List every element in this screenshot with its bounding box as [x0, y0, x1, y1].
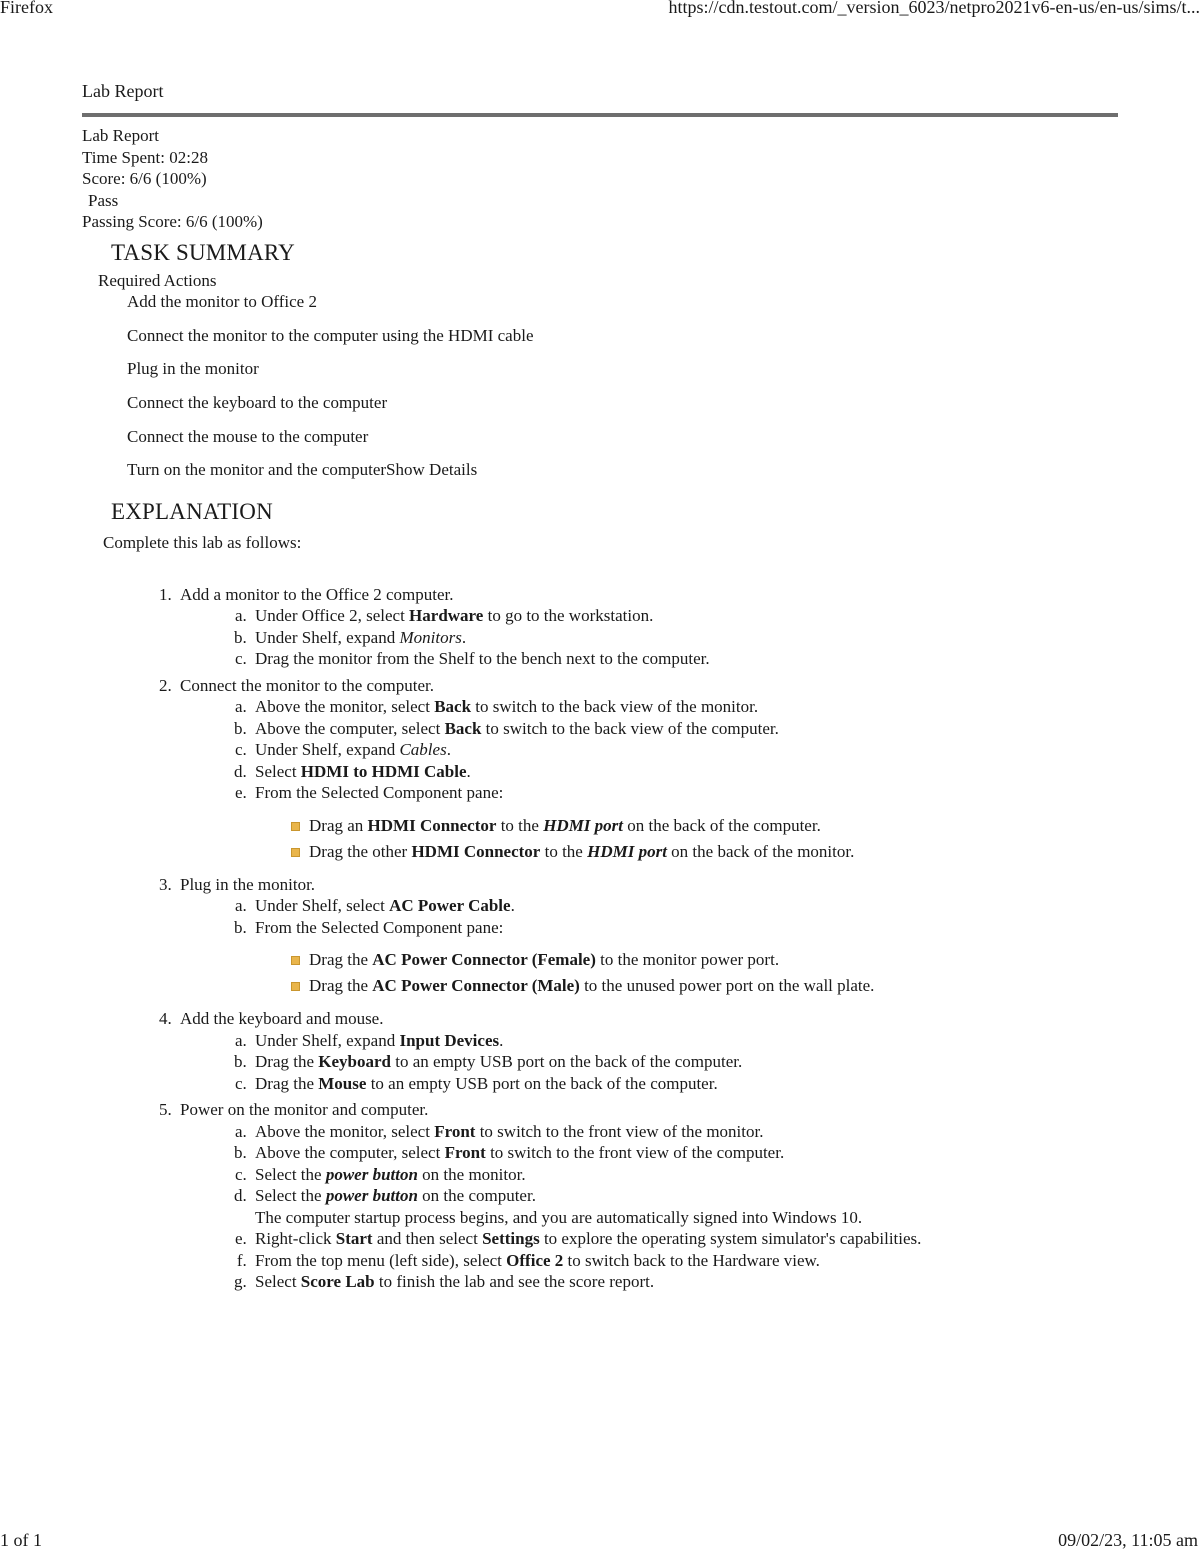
sub-step-item	[251, 1228, 1122, 1250]
italic-term: Monitors	[399, 627, 462, 647]
sub-step-list	[180, 696, 1122, 865]
text-run: Above the monitor, select	[255, 1121, 435, 1141]
text-run: to the monitor power port.	[595, 950, 780, 970]
text-run: to switch to the back view of the monitor.	[471, 697, 759, 717]
italic-term: Cables	[399, 740, 447, 760]
page-title: Lab Report	[82, 81, 164, 101]
bold-term: Mouse	[318, 1073, 367, 1093]
text-run: Drag the monitor from the Shelf to the bench next to the computer.	[255, 649, 710, 669]
step-item	[176, 584, 1122, 670]
text-run: to the	[496, 815, 544, 835]
bold-term: Settings	[482, 1229, 540, 1249]
text-run: .	[510, 896, 515, 916]
text-run: to an empty USB port on the back of the computer.	[366, 1073, 718, 1093]
text-run: Drag an	[309, 815, 368, 835]
text-run: From the top menu (left side), select	[255, 1250, 507, 1270]
bold-italic-term: power button	[325, 1164, 418, 1184]
bold-term: Back	[434, 697, 472, 717]
sub-step-list	[180, 895, 1122, 999]
sub-step-item	[251, 627, 1122, 649]
text-run: on the computer.	[417, 1186, 536, 1206]
text-run: Under Shelf, expand	[255, 1030, 400, 1050]
text-run: Select the	[255, 1164, 326, 1184]
sub-step-item	[251, 895, 1122, 917]
text-run: Drag the	[255, 1052, 319, 1072]
bold-term: Score Lab	[300, 1272, 375, 1292]
step-text: Add a monitor to the Office 2 computer.	[180, 584, 454, 604]
text-run: to the	[540, 841, 588, 861]
required-action-item: Plug in the monitor	[127, 359, 259, 379]
sub-step-list	[180, 1121, 1122, 1293]
sub-step-item	[251, 1250, 1122, 1272]
text-run: to explore the operating system simulator's capabilities.	[539, 1229, 922, 1249]
text-run: Above the computer, select	[255, 1143, 445, 1163]
sub-step-list	[180, 605, 1122, 670]
bold-italic-term: power button	[325, 1186, 418, 1206]
bullet-item	[291, 813, 1122, 839]
bullet-item	[291, 839, 1122, 865]
text-run: Select	[255, 1272, 301, 1292]
title-divider	[82, 113, 1118, 117]
text-run: .	[466, 761, 471, 781]
bold-term: Office 2	[506, 1250, 564, 1270]
bold-term: Input Devices	[399, 1030, 500, 1050]
text-run: to an empty USB port on the back of the computer.	[391, 1052, 743, 1072]
text-run: Select	[255, 761, 301, 781]
text-run: to go to the workstation.	[483, 606, 654, 626]
score-summary	[82, 125, 1122, 233]
passing-score: Passing Score: 6/6 (100%)	[82, 212, 263, 231]
square-bullet-icon	[291, 982, 300, 991]
bullet-list	[255, 947, 1122, 999]
sub-step-item	[251, 1121, 1122, 1143]
text-run: Under Shelf, select	[255, 896, 390, 916]
text-run: and then select	[372, 1229, 483, 1249]
required-action-item: Connect the keyboard to the computer	[127, 393, 388, 413]
text-run: Under Shelf, expand	[255, 740, 400, 760]
text-run: Above the monitor, select	[255, 697, 435, 717]
sub-step-item	[251, 761, 1122, 783]
bold-term: HDMI Connector	[367, 815, 497, 835]
sub-step-item	[251, 782, 1122, 865]
bold-term: AC Power Cable	[389, 896, 511, 916]
explanation-heading: EXPLANATION	[111, 498, 273, 524]
text-run: .	[446, 740, 451, 760]
sub-step-item	[251, 1142, 1122, 1164]
bold-term: Start	[335, 1229, 373, 1249]
text-run: .	[499, 1030, 504, 1050]
bold-term: Hardware	[409, 606, 484, 626]
task-summary-heading: TASK SUMMARY	[111, 239, 295, 265]
step-item	[176, 675, 1122, 865]
text-run: Drag the	[309, 950, 373, 970]
bold-term: Front	[444, 1143, 486, 1163]
bold-term: HDMI to HDMI Cable	[300, 761, 467, 781]
page-url: https://cdn.testout.com/_version_6023/netpro2021v6-en-us/en-us/sims/t...	[668, 0, 1200, 17]
sub-step-item	[251, 605, 1122, 627]
step-text: Plug in the monitor.	[180, 874, 316, 894]
step-text: Add the keyboard and mouse.	[180, 1009, 384, 1029]
text-run: Right-click	[255, 1229, 336, 1249]
square-bullet-icon	[291, 848, 300, 857]
print-timestamp: 09/02/23, 11:05 am	[1058, 1530, 1198, 1550]
bold-italic-term: HDMI port	[587, 841, 667, 861]
text-run: to finish the lab and see the score report.	[374, 1272, 655, 1292]
required-action-item: Turn on the monitor and the computerShow Details	[127, 460, 478, 480]
sub-step-item	[251, 1185, 1122, 1228]
bullet-item	[291, 947, 1122, 973]
text-run: to the unused power port on the wall plate.	[579, 976, 875, 996]
bold-term: HDMI Connector	[411, 841, 541, 861]
lab-report-content	[82, 79, 1122, 1298]
text-run: Under Office 2, select	[255, 606, 410, 626]
bold-term: Front	[434, 1121, 476, 1141]
step-item	[176, 874, 1122, 1000]
sub-step-list	[180, 1030, 1122, 1095]
sub-step-item	[251, 1051, 1122, 1073]
step-note: The computer startup process begins, and you are automatically signed into Windows 10.	[255, 1207, 863, 1227]
text-run: From the Selected Component pane:	[255, 783, 504, 803]
text-run: Drag the	[309, 976, 373, 996]
summary-title: Lab Report	[82, 126, 159, 145]
text-run: to switch to the front view of the computer.	[485, 1143, 785, 1163]
step-text: Power on the monitor and computer.	[180, 1100, 429, 1120]
text-run: Drag the	[255, 1073, 319, 1093]
text-run: From the Selected Component pane:	[255, 917, 504, 937]
pass-status: Pass	[88, 190, 119, 210]
bold-term: AC Power Connector (Female)	[372, 950, 596, 970]
page-count: 1 of 1	[0, 1530, 42, 1550]
text-run: Above the computer, select	[255, 718, 445, 738]
bullet-list	[255, 813, 1122, 865]
text-run: .	[461, 627, 467, 647]
sub-step-item	[251, 696, 1122, 718]
time-spent: Time Spent: 02:28	[82, 147, 208, 167]
step-item	[176, 1008, 1122, 1094]
sub-step-item	[251, 1271, 1122, 1293]
required-action-item: Add the monitor to Office 2	[127, 292, 317, 311]
sub-step-item	[251, 1030, 1122, 1052]
score: Score: 6/6 (100%)	[82, 169, 207, 188]
step-item	[176, 1099, 1122, 1293]
square-bullet-icon	[291, 822, 300, 831]
text-run: on the back of the monitor.	[666, 841, 855, 861]
text-run: on the back of the computer.	[623, 815, 821, 835]
explanation-steps	[82, 584, 1122, 1293]
sub-step-item	[251, 917, 1122, 1000]
text-run: to switch back to the Hardware view.	[563, 1250, 820, 1270]
required-action-item: Connect the monitor to the computer using the HDMI cable	[127, 325, 534, 345]
sub-step-item	[251, 718, 1122, 740]
text-run: Drag the other	[309, 841, 412, 861]
step-text: Connect the monitor to the computer.	[180, 675, 435, 695]
square-bullet-icon	[291, 956, 300, 965]
explanation-intro: Complete this lab as follows:	[103, 532, 302, 552]
bold-italic-term: HDMI port	[543, 815, 624, 835]
required-action-item: Connect the mouse to the computer	[127, 426, 369, 446]
text-run: to switch to the back view of the computer.	[481, 718, 779, 738]
text-run: Select the	[255, 1186, 326, 1206]
required-actions-label: Required Actions	[98, 270, 217, 290]
text-run: on the monitor.	[417, 1164, 526, 1184]
sub-step-item	[251, 1073, 1122, 1095]
bold-term: AC Power Connector (Male)	[372, 976, 580, 996]
required-actions-list	[127, 291, 1122, 481]
sub-step-item	[251, 739, 1122, 761]
bold-term: Back	[444, 718, 482, 738]
browser-app-name: Firefox	[0, 0, 53, 17]
bullet-item	[291, 973, 1122, 999]
bold-term: Keyboard	[318, 1052, 391, 1072]
sub-step-item	[251, 1164, 1122, 1186]
text-run: Under Shelf, expand	[255, 627, 400, 647]
sub-step-item	[251, 648, 1122, 670]
text-run: to switch to the front view of the monitor.	[475, 1121, 764, 1141]
